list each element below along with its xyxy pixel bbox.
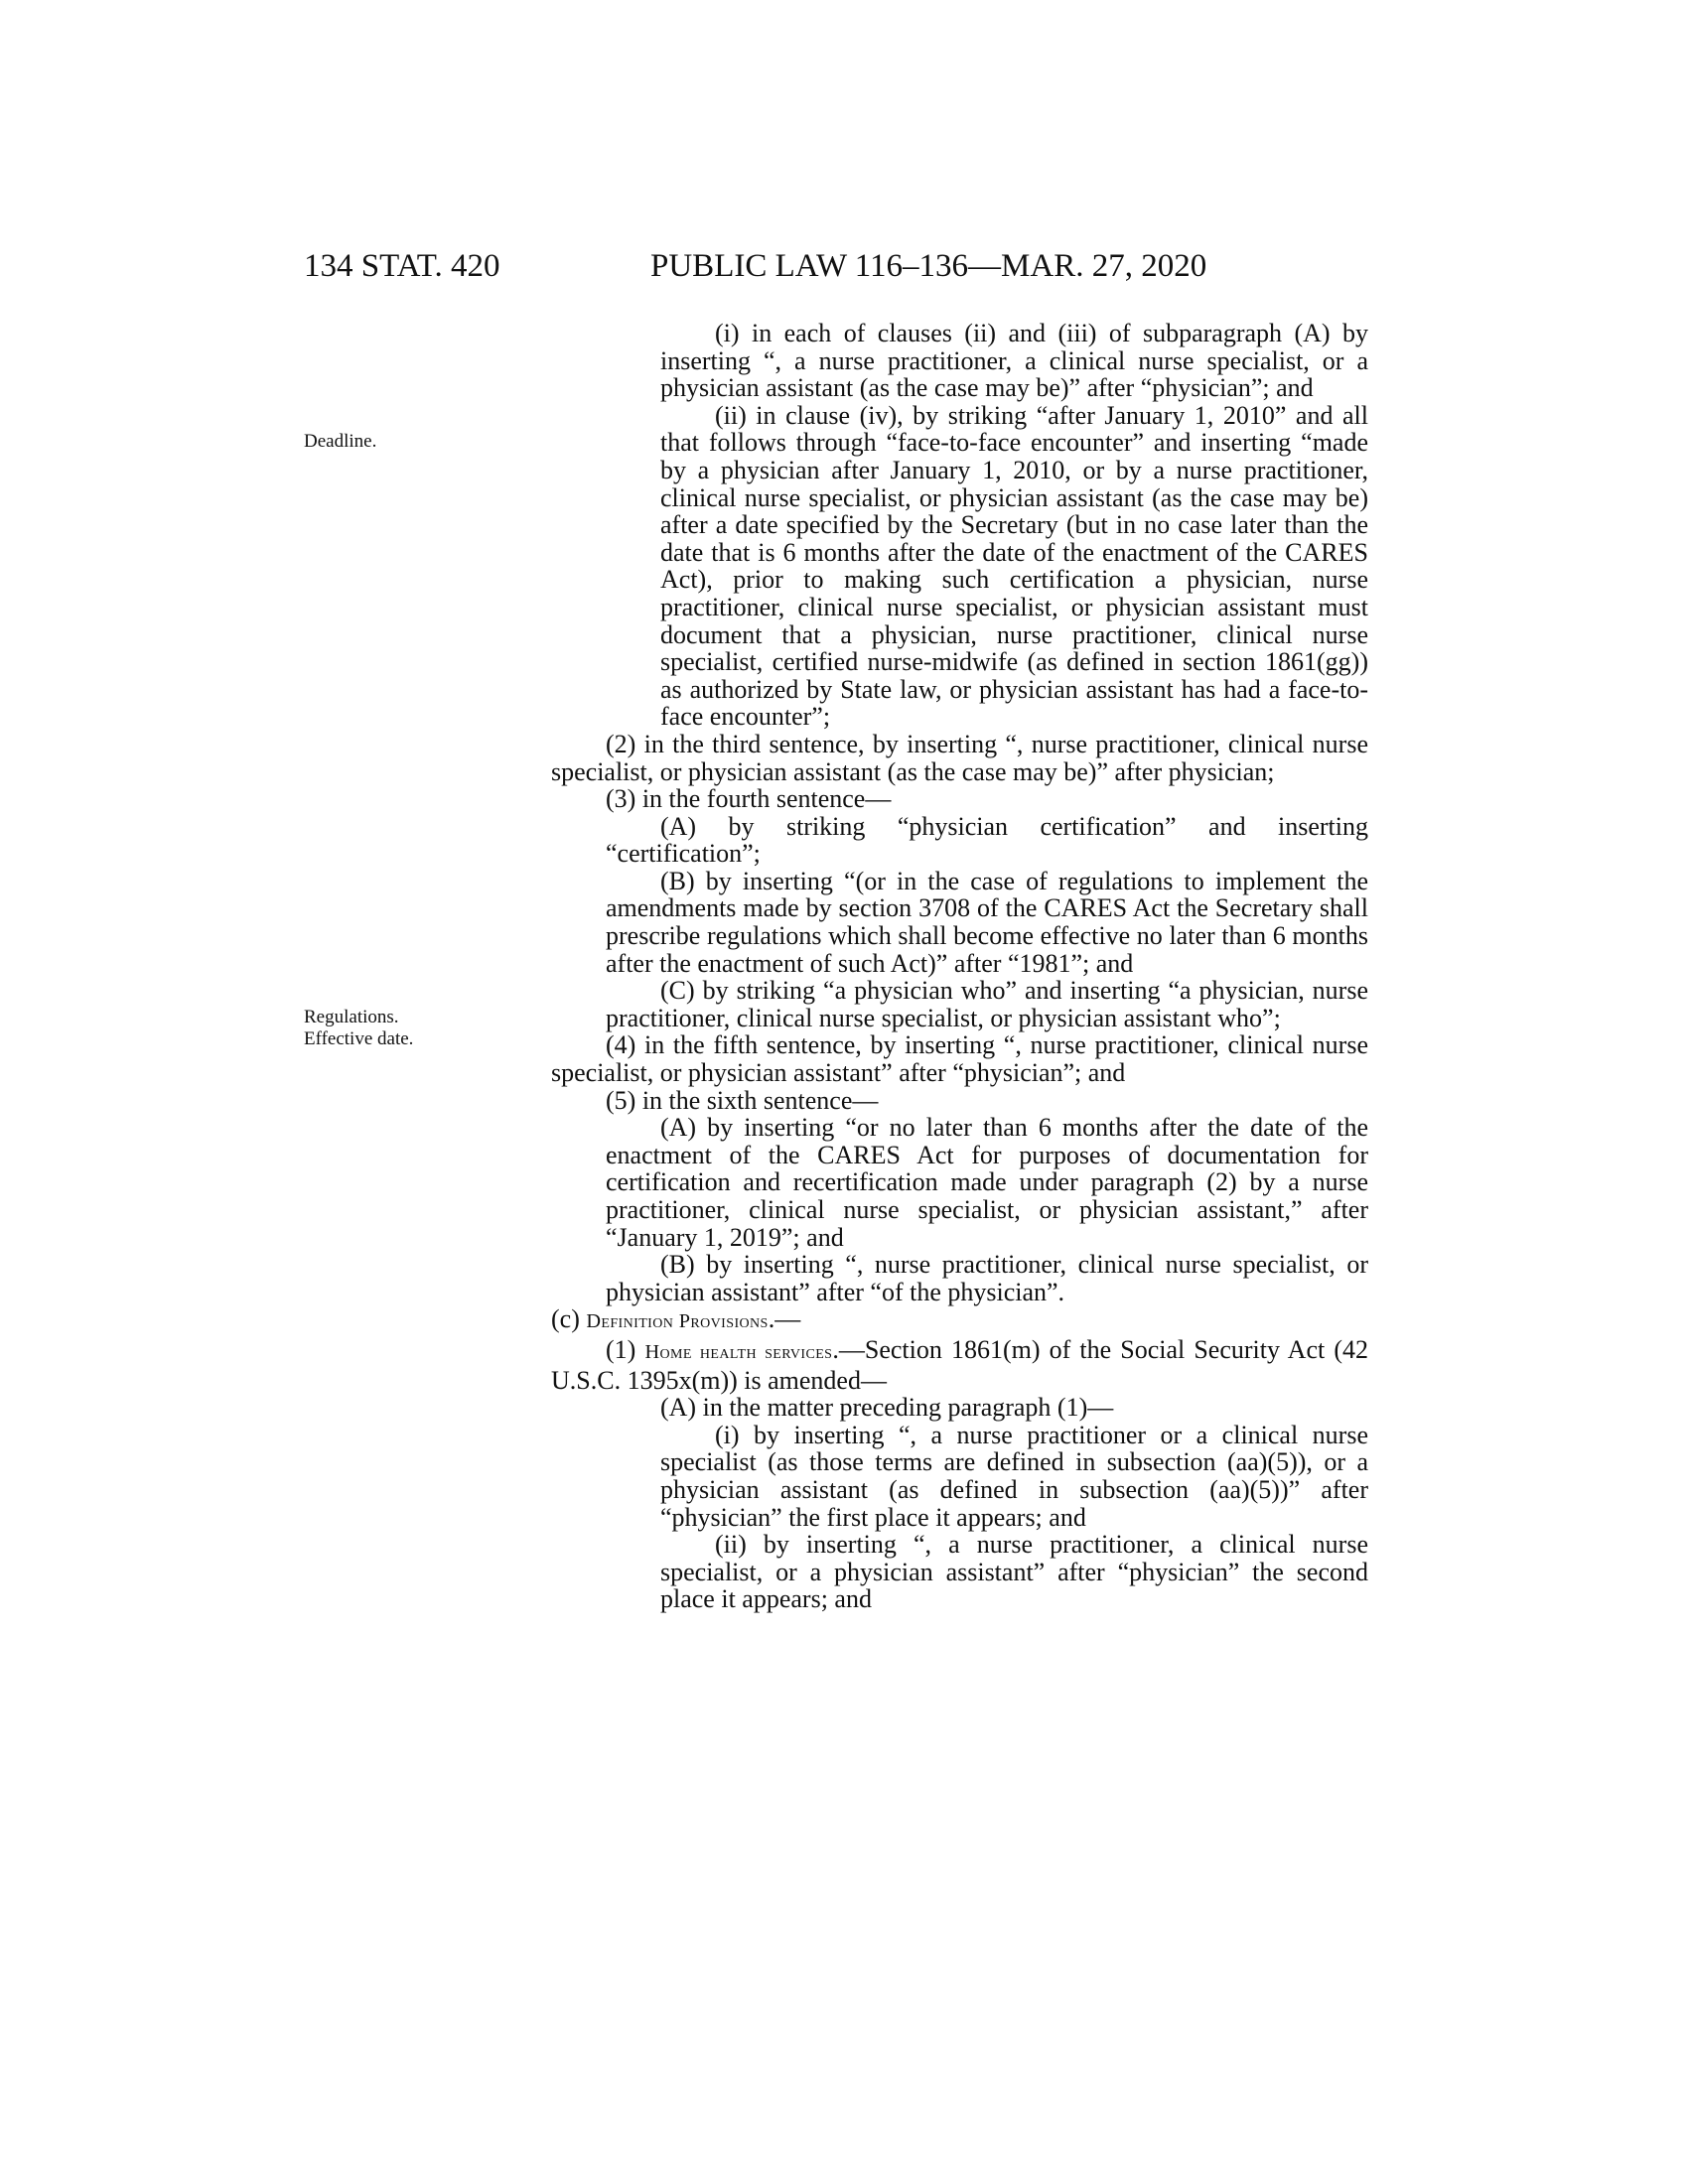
- paragraph-4: (4) in the fifth sentence, by inserting “, nurse practitioner, clinical nurse specialist, or physician assistant” after “physician”; and: [551, 1030, 1368, 1088]
- paragraph-3: (3) in the fourth sentence—: [606, 784, 892, 814]
- statute-text: [551, 320, 1368, 1613]
- paragraph-c1: [551, 1336, 1368, 1394]
- subsection-c-number: (c): [551, 1304, 587, 1334]
- paragraph-c1-number: (1): [606, 1334, 645, 1364]
- subparagraph-5a: (A) by inserting “or no later than 6 months after the date of the enactment of the CARES Act for purposes of documentation for certification and recertification made under paragraph (2) by a nurse practitioner, clinical nurse specialist, or physician assistant,” after “January 1, 2019”; and: [606, 1113, 1368, 1252]
- subparagraph-3b: (B) by inserting “(or in the case of regulations to implement the amendments made by section 3708 of the CARES Act the Secretary shall prescribe regulations which shall become effective no later than 6 months after the enactment of such Act)” after “1981”; and: [606, 866, 1368, 978]
- margin-note-deadline: Deadline.: [304, 431, 377, 452]
- subparagraph-c1a: (A) in the matter preceding paragraph (1)—: [660, 1393, 1114, 1423]
- clause-ii: (ii) in clause (iv), by striking “after January 1, 2010” and all that follows through “face-to-face encounter” and inserting “made by a physician after January 1, 2010, or by a nurse practitioner, clinical nurse specialist, or physician assistant (as the case may be) after a date specified by the Secretary (but in no case later than the date that is 6 months after the date of the enactment of the CARES Act), prior to making such certification a physician, nurse practitioner, clinical nurse specialist, or physician assistant must document that a physician, nurse practitioner, clinical nurse specialist, certified nurse-midwife (as defined in section 1861(gg)) as authorized by State law, or physician assistant has had a face-to-face encounter”;: [660, 400, 1368, 732]
- clause-i: (i) in each of clauses (ii) and (iii) of subparagraph (A) by inserting “, a nurse practitioner, a clinical nurse specialist, or a physician assistant (as the case may be)” after “physician”; and: [660, 319, 1368, 403]
- subparagraph-3c: (C) by striking “a physician who” and inserting “a physician, nurse practitioner, clinical nurse specialist, or physician assistant who”;: [606, 976, 1368, 1032]
- margin-note-effective-date: Effective date.: [304, 1028, 414, 1049]
- paragraph-2: (2) in the third sentence, by inserting “, nurse practitioner, clinical nurse specialist, or physician assistant (as the case may be)” after physician;: [551, 729, 1368, 786]
- stat-page-reference: 134 STAT. 420: [304, 248, 500, 284]
- subsection-c-caps: Definition Provisions: [586, 1310, 769, 1333]
- running-head-title: PUBLIC LAW 116–136—MAR. 27, 2020: [650, 248, 1207, 284]
- paragraph-5: (5) in the sixth sentence—: [606, 1085, 879, 1115]
- paragraph-c1-caps: Home health services: [644, 1340, 833, 1363]
- clause-c1a-ii: (ii) by inserting “, a nurse practitioner, a clinical nurse specialist, or a physician assistant” after “physician” the second place it appears; and: [660, 1530, 1368, 1614]
- margin-note-regulations: Regulations.: [304, 1007, 399, 1027]
- paragraph-c1-text: .—Section 1861(m) of the Social Security Act (42 U.S.C. 1395x(m)) is amended—: [551, 1334, 1368, 1395]
- clause-c1a-i: (i) by inserting “, a nurse practitioner or a clinical nurse specialist (as those terms are defined in subsection (aa)(5)), or a physician assistant (as defined in subsection (aa)(5))” after “physician” the first place it appears; and: [660, 1420, 1368, 1532]
- subparagraph-3a: (A) by striking “physician certification” and inserting “certification”;: [606, 811, 1368, 869]
- subsection-c-dash: .—: [768, 1304, 801, 1334]
- subsection-c-heading: [551, 1305, 1368, 1336]
- subparagraph-5b: (B) by inserting “, nurse practitioner, clinical nurse specialist, or physician assistant” after “of the physician”.: [606, 1250, 1368, 1306]
